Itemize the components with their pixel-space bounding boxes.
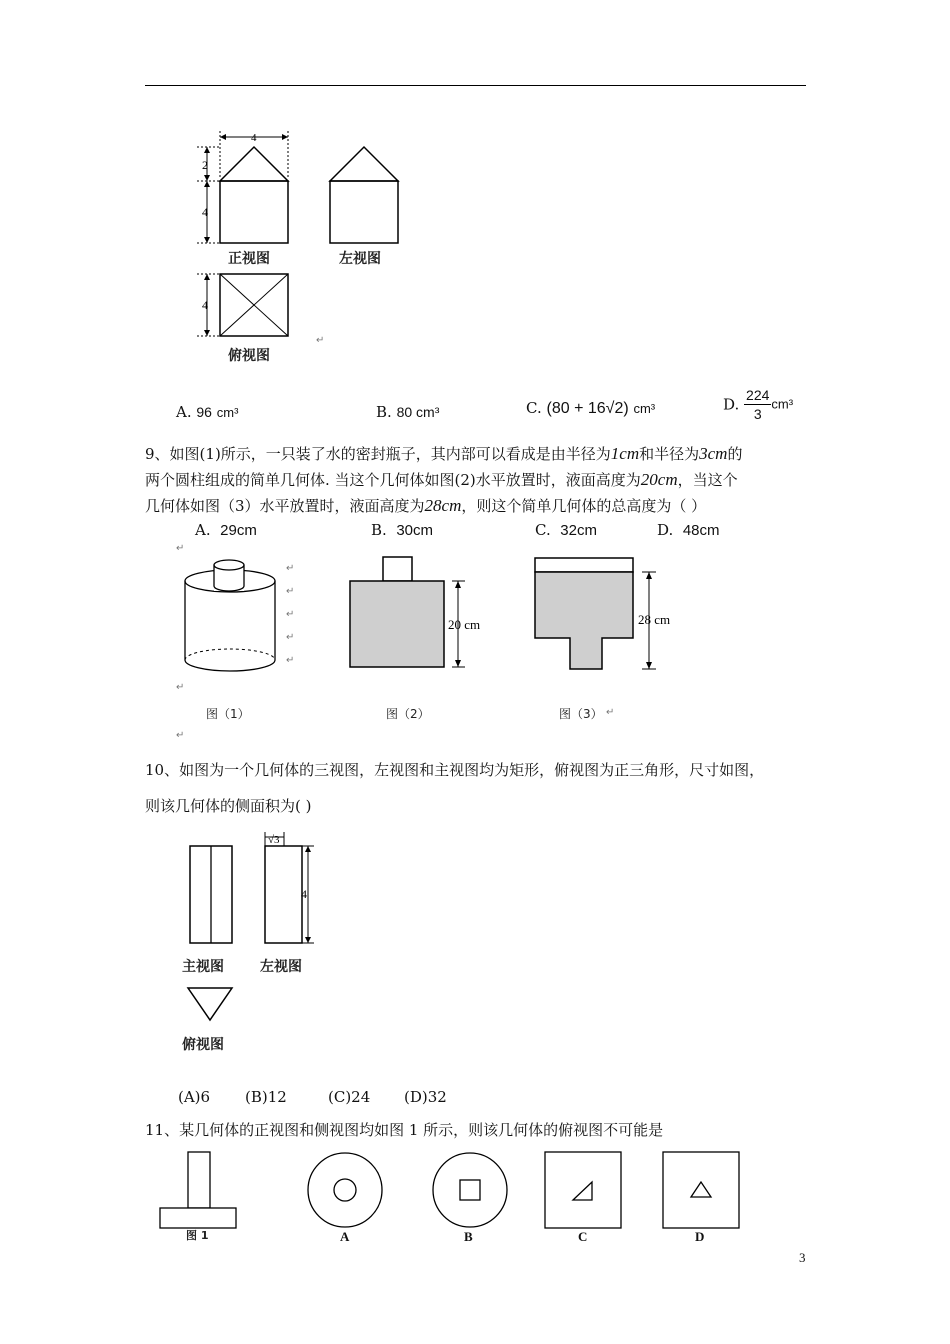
q10-top-view bbox=[185, 985, 235, 1025]
q10-option-b: (B)12 bbox=[245, 1088, 287, 1106]
q8-front-label: 正视图 bbox=[228, 251, 270, 267]
q9-fig2-caption: 图（2） bbox=[386, 707, 430, 721]
return-mark: ↵ bbox=[316, 335, 325, 346]
return-mark: ↵ bbox=[286, 632, 295, 643]
return-mark: ↵ bbox=[176, 543, 185, 554]
q8-dim-width: 4 bbox=[251, 132, 257, 144]
q9-text-line1: 9、如图(1)所示，一只装了水的密封瓶子，其内部可以看成是由半径为1cm和半径为3cm的 bbox=[145, 444, 743, 463]
q8-option-b: B. 80 cm³ bbox=[376, 403, 440, 421]
q9-option-d: D. 48cm bbox=[657, 521, 720, 539]
q10-option-d: (D)32 bbox=[404, 1088, 447, 1106]
q9-fig3-caption: 图（3） bbox=[559, 707, 603, 721]
q11-label-b: B bbox=[464, 1229, 473, 1244]
q10-left-label: 左视图 bbox=[260, 959, 302, 975]
return-mark: ↵ bbox=[606, 707, 615, 718]
q11-label-a: A bbox=[340, 1229, 350, 1244]
q8-three-view-figure bbox=[185, 125, 400, 365]
q10-option-a: (A)6 bbox=[178, 1088, 211, 1106]
q9-fig2-dim: 20 cm bbox=[448, 617, 481, 632]
q8-option-a: A. 96 cm³ bbox=[176, 403, 239, 421]
q10-three-view-figure bbox=[180, 828, 320, 958]
q9-option-b: B. 30cm bbox=[371, 521, 434, 539]
return-mark: ↵ bbox=[176, 682, 185, 693]
q9-fig1-bottle bbox=[180, 555, 280, 675]
q10-dim-height: 4 bbox=[301, 887, 307, 901]
q8-front-roof bbox=[220, 147, 288, 181]
q10-main-label: 主视图 bbox=[182, 959, 224, 975]
q9-fig3-dim: 28 cm bbox=[638, 612, 671, 627]
return-mark: ↵ bbox=[286, 586, 295, 597]
q11-option-c-figure bbox=[543, 1150, 623, 1230]
q11-fig1-label: 图 1 bbox=[186, 1229, 209, 1242]
q9-text-line2: 两个圆柱组成的简单几何体. 当这个几何体如图(2)水平放置时，液面高度为20cm，当这个 bbox=[145, 470, 738, 489]
q8-top-label: 俯视图 bbox=[228, 348, 270, 364]
q11-label-d: D bbox=[695, 1229, 705, 1244]
q9-text-line3: 几何体如图（3）水平放置时，液面高度为28cm，则这个简单几何体的总高度为（ ） bbox=[145, 496, 707, 515]
q11-option-d-figure bbox=[661, 1150, 741, 1230]
q8-dim-roof: 2 bbox=[202, 158, 208, 172]
q9-fig2-container bbox=[340, 552, 500, 677]
page-number: 3 bbox=[799, 1250, 806, 1265]
q11-option-a-figure bbox=[303, 1150, 387, 1232]
q10-left-view bbox=[265, 846, 302, 943]
q11-option-b-figure bbox=[428, 1150, 512, 1232]
q9-fig1-caption: 图（1） bbox=[206, 707, 250, 721]
q9-option-a: A. 29cm bbox=[195, 521, 257, 539]
return-mark: ↵ bbox=[286, 655, 295, 666]
return-mark: ↵ bbox=[286, 609, 295, 620]
q8-side-label: 左视图 bbox=[339, 251, 381, 267]
return-mark: ↵ bbox=[176, 730, 185, 741]
q8-option-c: C. (80 + 16√2) cm³ bbox=[526, 399, 656, 417]
q8-front-body bbox=[220, 181, 288, 243]
q10-text-line1: 10、如图为一个几何体的三视图，左视图和主视图均为矩形，俯视图为正三角形，尺寸如图， bbox=[145, 761, 765, 779]
q8-dim-depth: 4 bbox=[202, 298, 208, 312]
q11-text: 11、某几何体的正视图和侧视图均如图 1 所示，则该几何体的俯视图不可能是 bbox=[145, 1121, 664, 1139]
q9-option-c: C. 32cm bbox=[535, 521, 597, 539]
q10-option-c: (C)24 bbox=[328, 1088, 371, 1106]
q8-side-body bbox=[330, 181, 398, 243]
q11-fig1 bbox=[155, 1148, 245, 1230]
header-rule bbox=[145, 85, 806, 86]
q10-top-label: 俯视图 bbox=[182, 1037, 224, 1053]
q8-dim-wall: 4 bbox=[202, 205, 208, 219]
q8-side-roof bbox=[330, 147, 398, 181]
q10-dim-top: √3 bbox=[268, 834, 280, 846]
q10-text-line2: 则该几何体的侧面积为( ) bbox=[145, 797, 312, 815]
q9-fig3-container bbox=[528, 555, 688, 680]
q11-label-c: C bbox=[578, 1229, 588, 1244]
return-mark: ↵ bbox=[286, 563, 295, 574]
q8-option-d: D. $\frac{224}{3}$ cm³ bbox=[723, 387, 794, 422]
